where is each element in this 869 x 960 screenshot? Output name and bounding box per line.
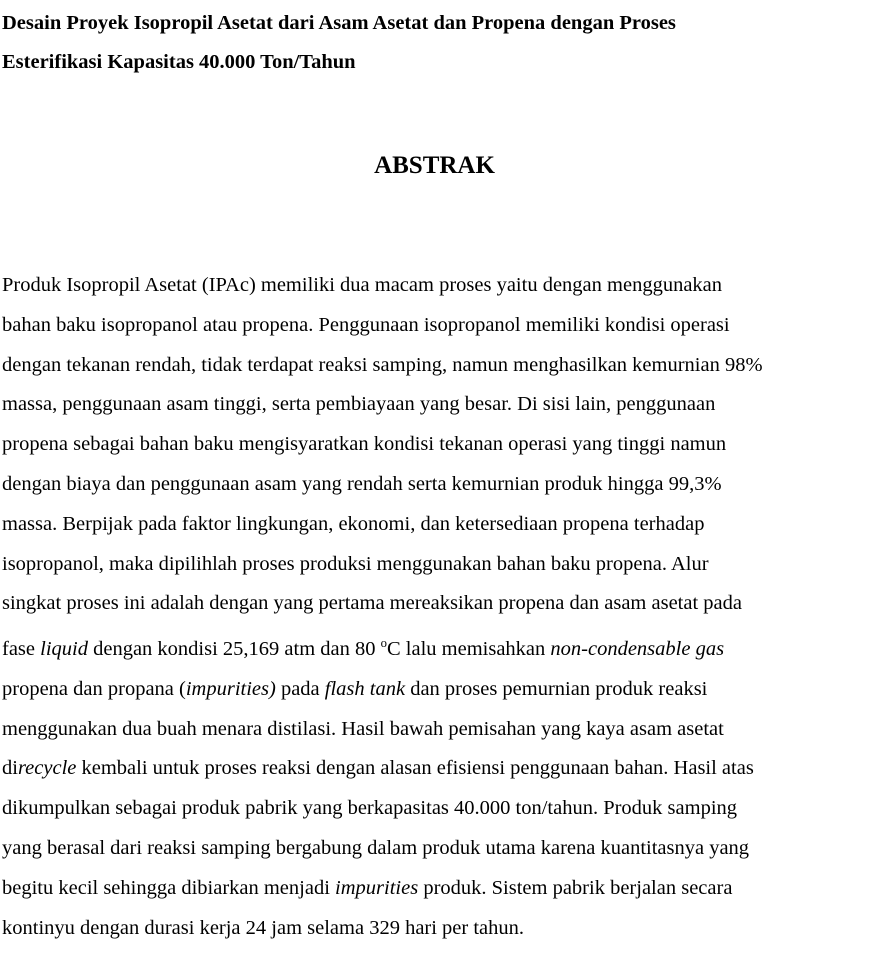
abstract-paragraph bbox=[2, 266, 868, 948]
abstract-line bbox=[2, 710, 868, 750]
title-line-2: Esterifikasi Kapasitas 40.000 Ton/Tahun bbox=[2, 51, 356, 73]
text-run: begitu kecil sehingga dibiarkan menjadi bbox=[2, 876, 336, 899]
abstract-line bbox=[2, 749, 868, 789]
abstract-line bbox=[2, 789, 868, 829]
abstract-line bbox=[2, 306, 868, 346]
text-run: C lalu memisahkan bbox=[387, 638, 551, 660]
text-run: yang berasal dari reaksi samping bergabung dalam produk utama karena kuantitasnya yang bbox=[2, 836, 750, 859]
text-run: di bbox=[2, 757, 18, 780]
text-run: kembali untuk proses reaksi dengan alasan efisiensi penggunaan bahan. Hasil atas bbox=[76, 757, 754, 780]
abstract-line bbox=[2, 670, 868, 710]
abstract-line bbox=[2, 869, 868, 909]
italic-text: non-condensable gas bbox=[550, 638, 725, 660]
abstract-line bbox=[2, 346, 868, 386]
text-run: massa. Berpijak pada faktor lingkungan, ekonomi, dan ketersediaan propena terhadap bbox=[2, 512, 705, 535]
abstract-line bbox=[2, 425, 868, 465]
abstract-line bbox=[2, 385, 868, 425]
abstract-line bbox=[2, 545, 868, 585]
text-run: menggunakan dua buah menara distilasi. Hasil bawah pemisahan yang kaya asam asetat bbox=[2, 717, 724, 740]
text-run: dengan biaya dan penggunaan asam yang rendah serta kemurnian produk hingga 99,3% bbox=[2, 472, 722, 495]
text-run: dengan kondisi 25,169 atm dan 80 bbox=[87, 638, 381, 660]
abstract-line bbox=[2, 909, 868, 949]
abstract-line bbox=[2, 505, 868, 545]
text-run: bahan baku isopropanol atau propena. Penggunaan isopropanol memiliki kondisi operasi bbox=[2, 313, 730, 336]
text-run: massa, penggunaan asam tinggi, serta pembiayaan yang besar. Di sisi lain, penggunaan bbox=[2, 393, 716, 416]
document-title bbox=[2, 4, 862, 82]
abstract-heading: ABSTRAK bbox=[374, 152, 495, 179]
italic-text: liquid bbox=[40, 638, 88, 660]
superscript-text: o bbox=[380, 636, 387, 651]
text-run: singkat proses ini adalah dengan yang pertama mereaksikan propena dan asam asetat pada bbox=[2, 592, 742, 615]
italic-text: impurities) bbox=[185, 677, 276, 700]
text-run: dikumpulkan sebagai produk pabrik yang berkapasitas 40.000 ton/tahun. Produk samping bbox=[2, 797, 738, 820]
text-run: propena dan propana ( bbox=[2, 677, 186, 700]
abstract-line bbox=[2, 829, 868, 869]
italic-text: impurities bbox=[335, 876, 419, 899]
abstract-line bbox=[2, 465, 868, 505]
abstract-line bbox=[2, 584, 868, 624]
text-run: kontinyu dengan durasi kerja 24 jam selama 329 hari per tahun. bbox=[2, 916, 525, 939]
title-line-1: Desain Proyek Isopropil Asetat dari Asam Asetat dan Propena dengan Proses bbox=[2, 12, 676, 34]
text-run: fase bbox=[2, 638, 41, 660]
text-run: produk. Sistem pabrik berjalan secara bbox=[418, 876, 733, 899]
italic-text: flash tank bbox=[324, 677, 406, 700]
abstract-line bbox=[2, 266, 868, 306]
text-run: isopropanol, maka dipilihlah proses produksi menggunakan bahan baku propena. Alur bbox=[2, 552, 709, 575]
abstract-line bbox=[2, 624, 868, 670]
text-run: pada bbox=[275, 677, 325, 700]
text-run: propena sebagai bahan baku mengisyaratkan kondisi tekanan operasi yang tinggi namun bbox=[2, 433, 727, 456]
text-run: dengan tekanan rendah, tidak terdapat reaksi samping, namun menghasilkan kemurnian 98% bbox=[2, 353, 763, 376]
italic-text: recycle bbox=[17, 757, 77, 780]
text-run: dan proses pemurnian produk reaksi bbox=[405, 677, 708, 700]
text-run: Produk Isopropil Asetat (IPAc) memiliki dua macam proses yaitu dengan menggunakan bbox=[2, 274, 723, 296]
